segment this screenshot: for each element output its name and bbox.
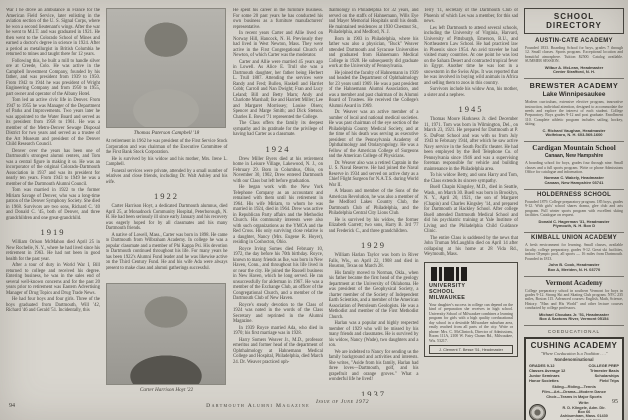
school-directory-column bbox=[524, 8, 624, 419]
directory-ad-address: Box A Saxtons River, Vermont 05154 bbox=[539, 316, 609, 322]
directory-ad-address: Wolfeboro, N. H. 603-569-1600 bbox=[545, 132, 603, 138]
cushing-contact-line: R. D. Klingele, Adm. Dir. bbox=[562, 405, 606, 410]
directory-ad-body: A fresh environment for learning. Small classes, available faculty, college preparatory, grades 9-12. Great ski facilities, indoor Olympic pool, all sports — 16 miles from Dartmouth. Founded in 1813. bbox=[525, 243, 623, 261]
directory-ad-address: Plymouth, N. H. Box D bbox=[552, 223, 596, 229]
cushing-quote: "Where Coeducation Is a Tradition . . ." bbox=[540, 351, 608, 357]
obituary-paragraph: Dr. Weaver was an active member of a number of local and national medical societies. He was past chairman of the eye section of the Philadelphia County Medical Society, and at the time of his death was serving as executive president of the Pennsylvania Academy of Ophthalmology and Otolaryngology. He was a Fellow of the American College of Surgeons and the American College of Physicians. bbox=[328, 110, 419, 159]
obituary-paragraph: Tom led an active civic life in Denver. From 1947 to 1955 he was Manager of the Department of Parks and Improvements. Two years later he was appointed to the Water Board and served as its president from 1958 to 1961. He was a member of the Metro-Denver Sewage Disposal District for two years and served as a trustee of the Art Museum and president of the Denver Child Research Council. bbox=[6, 98, 100, 147]
obituary-paragraph: thalmology in Philadelphia for 32 years, and served on the staffs of Hahnemann, Wills Eye and Mayer Memorial Hospitals until his death. He maintained residences at 1930 Chestnut St., Philadelphia, and Medford, N. J. bbox=[328, 8, 419, 35]
obituary-paragraph: Following this, he built a mill to handle silver ore at Creede, Colo. He was active in the Campbell Investment Company, founded by his father, and was president from 1939 to 1950. From 1942 to 1944 he was president of Wright Engineering Company and from 1950 to 1955, part owner and operator of the Albany Hotel. bbox=[6, 58, 100, 97]
obituary-paragraph: His family moved to Norman, Okla., when his father became the first head of the geology department at the University of Oklahoma. He was president of the Geophysical Society, a charter member of the Society of Independent Earth Scientists, and a member of the American Association of Petroleum Geologists. He was a Methodist and member of the First Methodist Church. bbox=[328, 270, 419, 320]
cushing-feature: COLLEGE PREP bbox=[588, 363, 619, 369]
portrait-figure bbox=[106, 283, 228, 393]
obituary-columns bbox=[6, 8, 518, 396]
obituary-paragraph: Terry '11, secretary of the Dartmouth Club of Phoenix of which Les was a member, for this sad news. bbox=[424, 8, 518, 24]
directory-ad-headmaster: Michael Choukas Jr. '51, Headmaster bbox=[538, 311, 610, 317]
cushing-academy-ad bbox=[524, 337, 624, 420]
obituary-paragraph: In recent years Carter and Allie lived on Norway Hill, Hancock, N. H. Previously they had lived in West Newton, Mass. They were active in the First Congregational Church of Newton, of which Carter was the moderator. bbox=[233, 31, 323, 58]
cushing-contact-lines bbox=[549, 401, 619, 420]
cushing-feature-grid bbox=[529, 364, 619, 383]
class-year-heading: 1929 bbox=[361, 240, 386, 250]
logo-bar bbox=[461, 267, 467, 281]
coeducational-label: COEDUCATIONAL bbox=[547, 329, 601, 335]
directory-ad bbox=[524, 277, 624, 327]
obituary-paragraph: In 1939 Royce married Ada, who died in 1970; his first marriage was in 1928. bbox=[233, 325, 323, 336]
directory-ad-name: KIMBALL UNION ACADEMY bbox=[531, 235, 617, 242]
class-year-heading: 1937 bbox=[361, 388, 386, 396]
cushing-feature: Trimester Basis bbox=[590, 367, 619, 373]
obit-column-4 bbox=[329, 8, 419, 396]
directory-ad-address: Canaan, New Hampshire 03741 bbox=[544, 180, 604, 186]
cushing-feature: Honor Societies bbox=[529, 377, 559, 383]
school-seal-icon bbox=[529, 404, 546, 420]
obit-column-3 bbox=[233, 8, 323, 396]
obituary-paragraph: A Mason and member of the Sons of the American Revolution, he was also a member of the Medford Lakes Country Club, the Dartmouth Club of Philadelphia, and the Philadelphia Central City Lions Club. bbox=[328, 189, 419, 216]
portrait-figure bbox=[106, 8, 228, 136]
obit-column-5 bbox=[424, 8, 518, 396]
usm-name-line: UNIVERSITY bbox=[429, 282, 466, 289]
usm-ad-body: Your daughter's success in college can depend on the kind of preparation she receives in high school. University School of Milwaukee combines a learning program for girls with a high quality coeducational day school in a desirable Milwaukee suburban area, easily reached from all parts of the city. Write or phone: Mrs. C. McClintock, Director of Admissions, Room 111A, 2100 W. Fairy Chasm Rd., Milwaukee, Wis. 53217. bbox=[429, 302, 513, 343]
obituary-paragraph: The entire Class is saddened by the news that John Truman McLaughlin died on April 14 after collapsing at his home at 28 Vida Rd., Weymouth, Mass. bbox=[424, 235, 518, 257]
obituary-paragraph: Royce Irving Somes died February 10, 1972, the day before his 70th birthday. Royce, known to many friends as Ike, was born in New Haven, Conn., and throughout his life lived in or near the city. He joined the Russell business in New Haven, which he long served. He ran unsuccessfully for alderman in 1967. He was a member of the Exchange Club, an officer of the Congregational Church, and a member of the Dartmouth Club of New Haven. bbox=[233, 246, 323, 301]
directory-ad-name: BREWSTER ACADEMY bbox=[529, 81, 619, 91]
obituary-paragraph: He is survived by his widow, the former Elizabeth Garrett; two sons, Harry B. 3rd '77 and Frederick C., and three grandchildren. bbox=[328, 217, 419, 234]
cushing-left-list bbox=[529, 364, 565, 383]
usm-name-line: MILWAUKEE bbox=[429, 294, 466, 301]
obituary-paragraph: A native of Lowell, Mass., Carter was born in 1898. He came to Dartmouth from Wilbraham Academy. In college he was a popular classmate and a member of Phi Kappa Psi. His devotion to Dartmouth continued throughout his life. For many years he has been 1922's Alumni Fund leader and he was likewise active on the Third Century Fund. He and his wife Ada were always present to make class and alumni gatherings successful. bbox=[105, 232, 228, 271]
cushing-contact-line: Ashburnham, Mass. 01430 bbox=[560, 414, 608, 419]
directory-ad-name: AUSTIN-CATE ACADEMY bbox=[535, 38, 613, 44]
obituary-paragraph: Survivors include his widow Ann, his mother, a sister and a nephew. bbox=[424, 87, 518, 98]
directory-ad-body: College preparatory school in southern Vermont for boys in grades 9-12. Strong Ski and Skating Club program. NYC 235 miles, Boston 115. Advanced courses: English, Math, Science, History. "Man and His World" and other lecture courses conducted by college professors. bbox=[525, 288, 623, 311]
directory-ad-name: Vermont Academy bbox=[545, 278, 603, 287]
right-page-number: 95 bbox=[612, 399, 618, 405]
obituary-paragraph: Funeral services were private, attended by a small number of relatives and close friends, including Dr. Walt Ashley and his wife. bbox=[105, 168, 228, 185]
logo-bar bbox=[439, 267, 442, 281]
cushing-contact-line: Box 66 bbox=[577, 409, 591, 414]
cushing-denomination: Nondenominational bbox=[554, 357, 594, 363]
photo-caption: Carter Harrison Hoyt '22 bbox=[139, 387, 194, 393]
obituary-paragraph: Royce's steady devotion to the Class of 1924 was noted in the words of the Class Secretary and reprinted in the Alumni Magazine. bbox=[233, 302, 323, 324]
cushing-activity: Film—Art—Drama—Modern Dance bbox=[541, 388, 607, 394]
obituary-paragraph: He began work with the New York Telephone Company as an accountant and remained with them until his retirement in 1964. His wife Miriam, to whom he was married in 1924, died in 1964. Drew was active in Republican Party affairs and the Methodist Church. His community interests were also with such organizations as the YMCA and the Red Cross. His only surviving close relative is a daughter, Nancy (Mrs. Eugene R. Hoyer), residing in Coshocton, Ohio. bbox=[233, 185, 323, 245]
directory-ad-body: A boarding school for boys, grades four through nine. Small classes and a full sports program. Write or phone Admissions Office for catalogue and information. bbox=[525, 161, 623, 175]
school-directory-header: SCHOOL DIRECTORY bbox=[524, 8, 624, 34]
cushing-feature: Scholarships bbox=[594, 372, 619, 378]
cushing-contact-row bbox=[529, 401, 619, 420]
obituary-paragraph: Harry Somers Weaver Jr., M.D., professor emeritus and former head of the department of Ophthalmology at Hahnemann Medical College and Hospital, Philadelphia, died March 24. Dr. Weaver practiced oph- bbox=[233, 337, 323, 365]
obituary-paragraph: Drew Miller Byers died at his retirement home in Leisure Village, Lakewood, N. J., on February 29. Born in Columbus, Ohio, on November 30, 1902, Drew entered Dartmouth with our Class but left before graduation. bbox=[233, 156, 323, 184]
obituary-paragraph: We are indebted to Nancy for sending us the family background and activities and interests. She writes, "Aside from his family, Harlan had three loves—Dartmouth, golf, and his grapefruit and orange groves." What a wonderful life he lived! bbox=[328, 349, 419, 382]
obituary-paragraph: Tom was married in 1922 to the former Miriam Savage of Denver, who was a long-time patron of the Denver Symphony Society. She died in 1968. Survivors are two sons, Richard C. '40 and Donald C. '45, both of Denver, and three grandchildren and one great-grandchild. bbox=[6, 188, 100, 221]
issue-footer: Issue of June 1972 bbox=[316, 399, 370, 405]
left-page-number: 94 bbox=[9, 403, 15, 409]
obituary-paragraph: Carter and Allie were married 45 years ago in Lowell. As Alice E. Trull she was a Dartmouth daughter, her father being Herbert L. Trull 1887. Attending the services were Randy and Fred; Bullen, Haskell and Harriet Cobb; Carroll and Nan Dwight; Fran and Lucy Leland; Bill and Betty Marn; Andy and Charlotte Marshall; Ike and Harriett Miller; Lee and Margaret Morrissey; Louise Olsen; Spencer and Marge Smith; and Dick Stetson. Charles E. Bowd '71 represented the College. bbox=[233, 59, 323, 120]
cushing-right-list bbox=[589, 364, 619, 383]
cushing-feature: GRADES 9-12 bbox=[529, 363, 555, 369]
directory-ad-name: HOLDERNESS SCHOOL bbox=[536, 192, 612, 199]
obituary-paragraph: He joined the faculty of Hahnemann in 1939 and headed the Department of Ophthalmology for 23 years until 1969. He was a past president of the Hahnemann Alumni Association, and was a member and past chairman of its Alumni Board of Trustees. He received the College's Alumni Award in 1969. bbox=[328, 70, 419, 109]
obituary-paragraph: The Class offers the family its deepest sympathy and its gratitude for the privilege of having had Carter as a classmate. bbox=[233, 121, 323, 137]
obituary-paragraph: Carter Harrison Hoyt, a dedicated Dartmouth alumnus, died April 25, at Monadnock Community Hospital, Peterborough, N. H. He had been seriously ill since early January and his recovery was eagerly hoped for by all classmates and his many Dartmouth friends. bbox=[105, 204, 228, 231]
portrait-photo bbox=[106, 283, 226, 385]
obituary-paragraph: He had four boys and four girls. Three of the boys graduated from Dartmouth, Will '42, Richard '46 and Gerald '51. Incidentally, this bbox=[6, 297, 100, 313]
obituary-paragraph: Les left Dartmouth to attend several schools, including the University of Virginia, Harvard, University of Pittsburgh, Emerson, B.U., and Northeastern Law School. He had practiced law in Phoenix since 1954. An avid traveler he had visited many countries. At one point he was lost on the Sahara Desert and contracted tropical fever in Egypt. Another time he was lost in a snowstorm in the Swiss Alps. It was reported that he was involved in buying wild animals in Africa and selling them to zoos in this country. bbox=[424, 25, 518, 86]
cushing-feature: Field Trips bbox=[599, 377, 619, 383]
directory-ad bbox=[524, 142, 624, 190]
obituary-paragraph: Born in 1903 in Philadelphia, where his father was also a physician, "Buck" Weaver attended Dartmouth and Syracuse Universities and graduated from Hahnemann Medical College in 1928. He subsequently did graduate work at the University of Pennsylvania. bbox=[328, 36, 419, 69]
directory-ad bbox=[524, 36, 624, 79]
directory-ad-subtitle: Lake Winnipesaukee bbox=[542, 91, 606, 99]
obituary-paragraph: To his widow Betty, and sons Harry and Tom, the Class extends its sincere sympathy. bbox=[424, 173, 518, 184]
obituary-paragraph: After a tour of duty in World War I, Bill returned to college and received his degree. Entering business, he was in the sales end of several well-known concerns and for the past 20 years prior to retirement was Eastern Advertising Manager of Drug Topics and Drug Trade News. bbox=[6, 263, 100, 296]
usm-bars-logo bbox=[431, 267, 513, 281]
directory-ad bbox=[524, 233, 624, 276]
cushing-activity: Choir—Teams in Major Sports bbox=[546, 393, 602, 399]
obit-column-1 bbox=[6, 8, 100, 396]
directory-ad-subtitle: Canaan, New Hampshire bbox=[544, 153, 604, 160]
directory-ad-body: Founded 1879. College preparatory program. 185 boys, grades 9-12. With girls' school shares drama, glee club and arts program. Full winter sports program with excellent skiing facilities. Catalogue on request. bbox=[525, 200, 623, 218]
obituary-paragraph: War I he drove an ambulance in France for the American Field Service, later enlisting in the aviation section of the U. S. Signal Corps, where he won a second lieutenant's wings. After the war he went to M.I.T. and was graduated in 1921. He then went to the Colorado School of Mines and earned a doctor's degree in science in 1924. After a period as metallurgist in British Columbia he returned to mines and taught there for 12 years. bbox=[6, 8, 100, 57]
directory-ad-address: Box A, Meriden, N. H. 03770 bbox=[547, 266, 601, 272]
obituary-paragraph: He spent his career in the furniture business. For some 20 past years he has conducted his own business as a furniture manufacturers' representative. bbox=[233, 8, 323, 30]
logo-bar bbox=[456, 267, 459, 281]
directory-ad-address: Center Strafford, N. H. bbox=[552, 69, 595, 75]
obituary-paragraph: Dr. Weaver also was a retired Captain in the U. S. Naval Reserve. He had joined the Naval Reserve in 1934 and served on active duty as a Chief Flight Surgeon for N.A.T.S. during World War II. bbox=[328, 160, 419, 188]
university-school-milwaukee-ad bbox=[424, 262, 518, 358]
obituary-paragraph: Buell Chapin Kingsley, M.D., died in Seattle, Wash., on March 30. Buell was born in Brooklyn, N. Y., April 20, 1921, the son of Margaret (Chapin) and Charles Kingsley '14, and prepared for Dartmouth at Hackley School. After college Buell attended Dartmouth Medical School and did his psychiatric training at Yale Institute of Living and the Philadelphia Child Guidance Clinic. bbox=[424, 185, 518, 234]
obituary-paragraph: Harlan was a popular and highly respected member of 1929 who will be missed by his many friends and classmates. He is survived by his widow, Nancy (Wade), two daughters and a son. bbox=[328, 321, 419, 348]
obituary-paragraph: William Orison McMahon died April 25 in New Rochelle, N. Y., where he had lived since his retirement in 1963. He had not been in good health for the past year. bbox=[6, 240, 100, 262]
directory-ad-body: Modern curriculum, extensive elective program, innovative instruction, individual attention, designed to accommodate the needs and explore the interest of each student. College Preparatory. Boys grades 9-12 and post graduate. Enrollment 110. Complete athletic program includes sailing, hockey, skiing. bbox=[525, 100, 623, 127]
magazine-name-footer: Dartmouth Alumni Magazine bbox=[206, 403, 310, 409]
school-directory-ads bbox=[524, 36, 624, 326]
directory-ad bbox=[524, 190, 624, 233]
obituary-paragraph: At retirement in 1962 he was president of the First Service Stock Corporation and was chairman of the Executive Committee of the First Bank Stock Corporation. bbox=[105, 139, 228, 155]
obit-column-2 bbox=[106, 8, 228, 396]
obituary-paragraph: William Harlan Taylor was born in River Falls, Wis., on April 22, 1908 and died in Houston, Texas on March 28. bbox=[328, 253, 419, 269]
cushing-feature: Junior Seminars bbox=[529, 372, 560, 378]
usm-name-line: SCHOOL bbox=[429, 288, 455, 295]
usm-headmaster-line: J. Clement T. Besse '51, Headmaster bbox=[429, 345, 513, 354]
directory-ad-headmaster: Norman C. Wakely, Headmaster bbox=[544, 175, 604, 181]
obituary-paragraph: Thomas Moore Harkness Jr. died December 11, 1971. Tom was born in Wilmington, Del., on March 23, 1921. He prepared for Dartmouth at P. S. DuPont School and was with us from July 1943 to February 1944, after which he saw active Navy service in the South Pacific theater. He had been employed by the Bell Telephone Co. of Pennsylvania since 1946 and was a supervising foreman responsible for vehicle and building maintenance in the Philadelphia area. bbox=[424, 117, 518, 172]
directory-ad-name: Cardigan Mountain School bbox=[532, 144, 616, 153]
directory-ad-headmaster: Donald C. Hagerman '31, Headmaster bbox=[538, 218, 610, 224]
usm-school-name bbox=[429, 283, 513, 301]
logo-bar bbox=[444, 267, 454, 281]
directory-ad-headmaster: Wilbur A. McLean, Headmaster bbox=[544, 64, 604, 70]
logo-bar bbox=[431, 267, 437, 281]
class-year-heading: 1945 bbox=[458, 104, 484, 114]
class-year-heading: 1922 bbox=[154, 191, 179, 201]
cushing-name: CUSHING ACADEMY bbox=[530, 341, 618, 351]
portrait-photo bbox=[106, 8, 226, 128]
class-year-heading: 1924 bbox=[265, 143, 291, 154]
directory-ad bbox=[524, 79, 624, 142]
directory-ad-headmaster: C. Richard Vaughan, Headmaster bbox=[542, 127, 606, 133]
directory-ad-body: Founded 1833. Boarding School for boys, grades 7 through 12. Small classes. Sports program. Exceptional location and beautiful atmosphere. Tuition $2500. Catalog available. SUMMER SESSION. bbox=[525, 46, 623, 64]
cushing-feature: Classes Average 12 bbox=[529, 367, 566, 373]
cushing-activity: Skiing—Riding—Tennis bbox=[552, 384, 596, 390]
obituary-paragraph: Denver over the years has been one of Dartmouth's strongest alumni centers, and Tom was a central figure in making it so. He was an incorporator of the original Colorado-Dartmouth Association in 1937 and was its president for nearly ten years. From 1943 to 1949 he was a member of the Dartmouth Alumni Council. bbox=[6, 148, 100, 187]
obituary-paragraph: He is survived by his widow and his mother, Mrs. Irene L. Campbell. bbox=[105, 156, 228, 167]
cushing-contact-line: Write: bbox=[578, 401, 590, 406]
class-year-heading: 1919 bbox=[40, 227, 66, 237]
directory-ad-headmaster: John B. Cook, Headmaster bbox=[548, 261, 600, 267]
photo-caption: Thomas Paterson Campbell '18 bbox=[133, 130, 200, 136]
cushing-activity-lines bbox=[529, 385, 619, 399]
